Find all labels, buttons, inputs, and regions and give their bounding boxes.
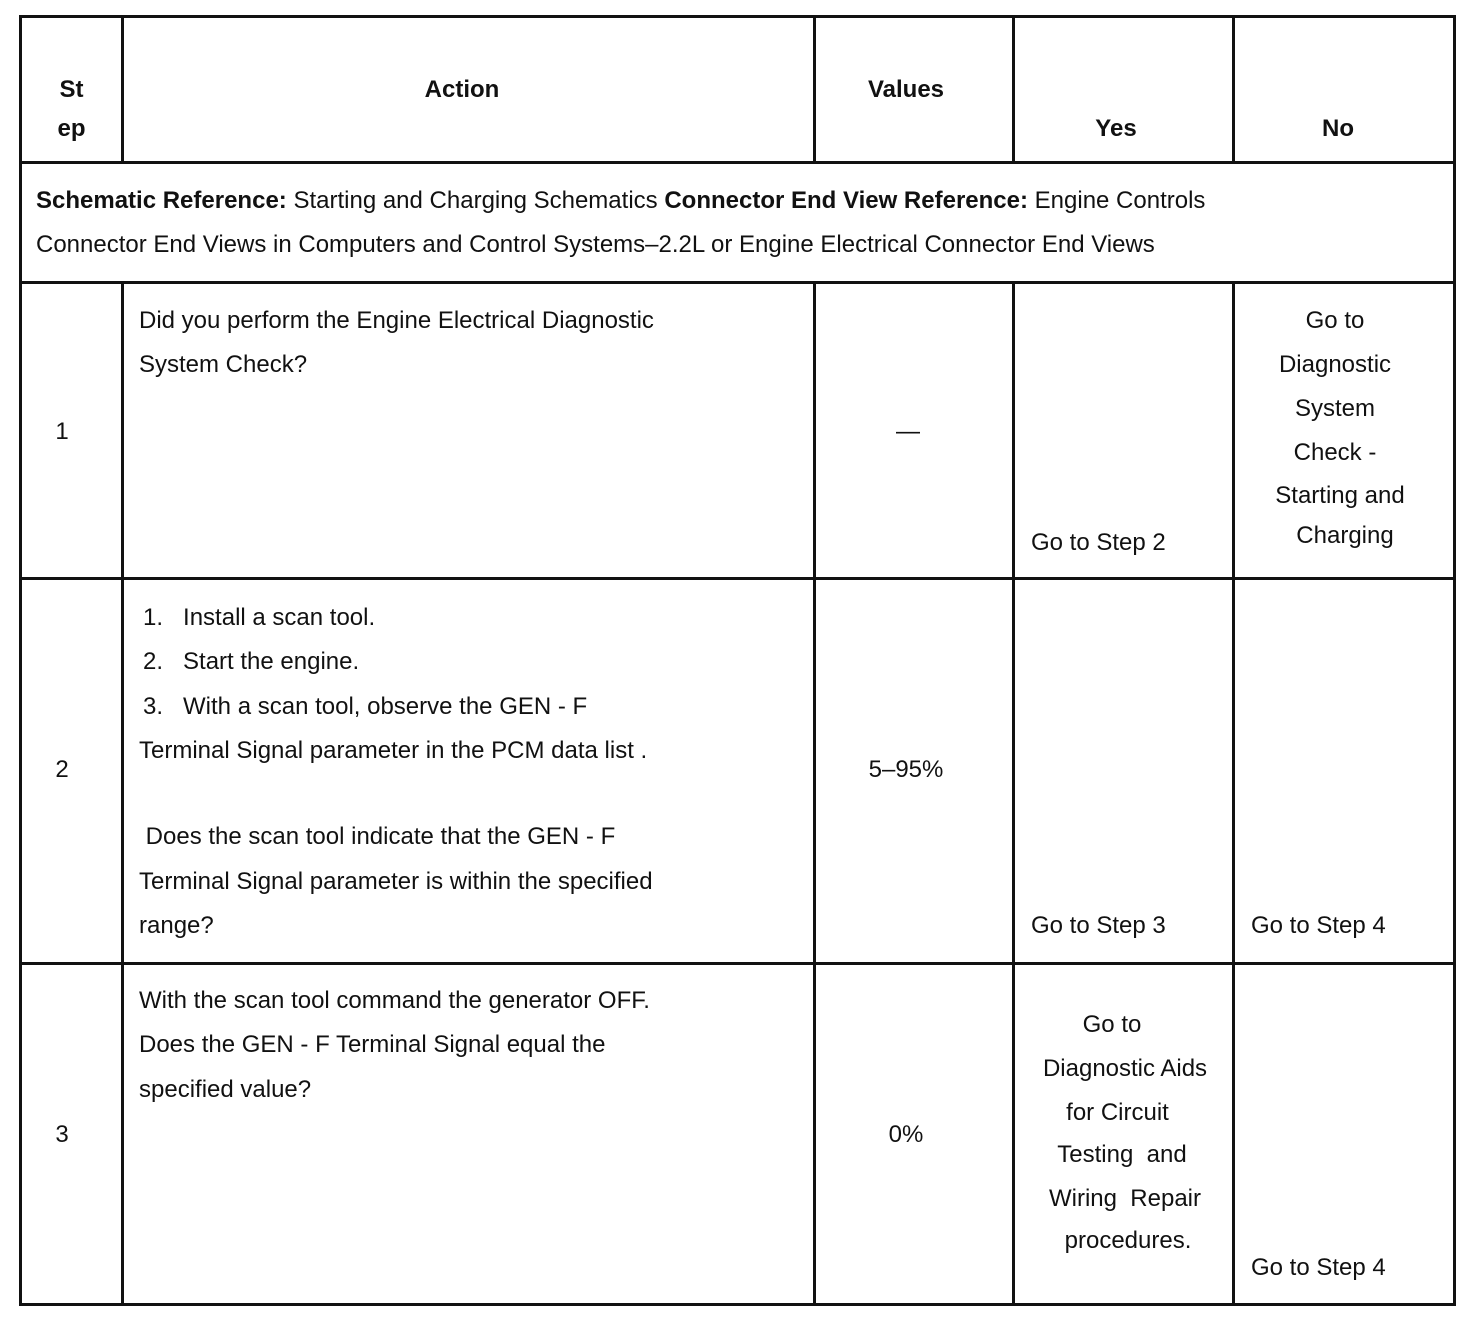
row3-yes-line: Wiring Repair <box>1048 1185 1202 1212</box>
schematic-reference-text: Starting and Charging Schematics <box>293 187 658 214</box>
row2-action-line: range? <box>139 912 214 939</box>
rule-bottom <box>20 1303 1456 1306</box>
rule-col-step-body <box>121 281 124 1306</box>
rule-top <box>20 15 1456 18</box>
connector-reference-label: Connector End View Reference: <box>664 187 1028 214</box>
row3-yes-line: for Circuit <box>1066 1099 1169 1126</box>
row3-yes-line: Go to <box>1082 1011 1142 1038</box>
row1-action-line: System Check? <box>139 351 308 378</box>
row1-no-line: Charging <box>1296 522 1394 549</box>
row2-action-item: 3. With a scan tool, observe the GEN - F <box>143 693 588 720</box>
row3-action-line: Does the GEN - F Terminal Signal equal the <box>139 1031 606 1058</box>
header-action: Action <box>424 76 500 103</box>
row2-action-line: Terminal Signal parameter in the PCM data list . <box>139 737 648 764</box>
rule-right <box>1453 15 1456 1306</box>
header-no: No <box>1322 115 1354 142</box>
row3-step: 3 <box>55 1121 69 1148</box>
row3-yes-line: procedures. <box>1064 1227 1192 1254</box>
header-yes: Yes <box>1095 115 1137 142</box>
row2-action-item: 1. Install a scan tool. <box>143 604 376 631</box>
row3-action-line: With the scan tool command the generator OFF. <box>139 987 650 1014</box>
row1-no-line: Go to <box>1305 307 1365 334</box>
reference-line-1 <box>36 179 1205 223</box>
rule-reference-bottom <box>20 281 1456 284</box>
header-values: Values <box>867 76 945 103</box>
rule-row1-bottom <box>20 577 1456 580</box>
header-step-2: ep <box>57 115 86 142</box>
row3-no: Go to Step 4 <box>1251 1254 1386 1281</box>
row2-yes: Go to Step 3 <box>1031 912 1166 939</box>
row3-value: 0% <box>888 1121 924 1148</box>
row2-no: Go to Step 4 <box>1251 912 1386 939</box>
row1-no-line: Starting and <box>1275 482 1405 509</box>
row2-value: 5–95% <box>868 756 944 783</box>
row2-action-line: Terminal Signal parameter is within the specified <box>139 868 653 895</box>
row2-action-line: Does the scan tool indicate that the GEN - F <box>139 823 616 850</box>
row1-no-line: Check - <box>1293 439 1377 466</box>
connector-reference-text: Engine Controls <box>1034 187 1206 214</box>
row3-action-line: specified value? <box>139 1076 312 1103</box>
row1-no-line: Diagnostic <box>1278 351 1392 378</box>
row3-yes-line: Testing and <box>1057 1141 1187 1168</box>
schematic-reference-label: Schematic Reference: <box>36 187 287 214</box>
row1-no-line: System <box>1294 395 1375 422</box>
row1-yes: Go to Step 2 <box>1031 529 1166 556</box>
row1-value: — <box>896 418 920 445</box>
row1-step: 1 <box>55 418 69 445</box>
rule-row2-bottom <box>20 962 1456 965</box>
header-step-1: St <box>59 76 84 103</box>
rule-header-bottom <box>20 161 1456 164</box>
reference-line-2: Connector End Views in Computers and Control Systems–2.2L or Engine Electrical Connector End Views <box>36 231 1155 258</box>
row3-yes-line: Diagnostic Aids <box>1042 1055 1208 1082</box>
row2-action-item: 2. Start the engine. <box>143 648 360 675</box>
row1-action-line: Did you perform the Engine Electrical Diagnostic <box>139 307 654 334</box>
row2-step: 2 <box>55 756 69 783</box>
